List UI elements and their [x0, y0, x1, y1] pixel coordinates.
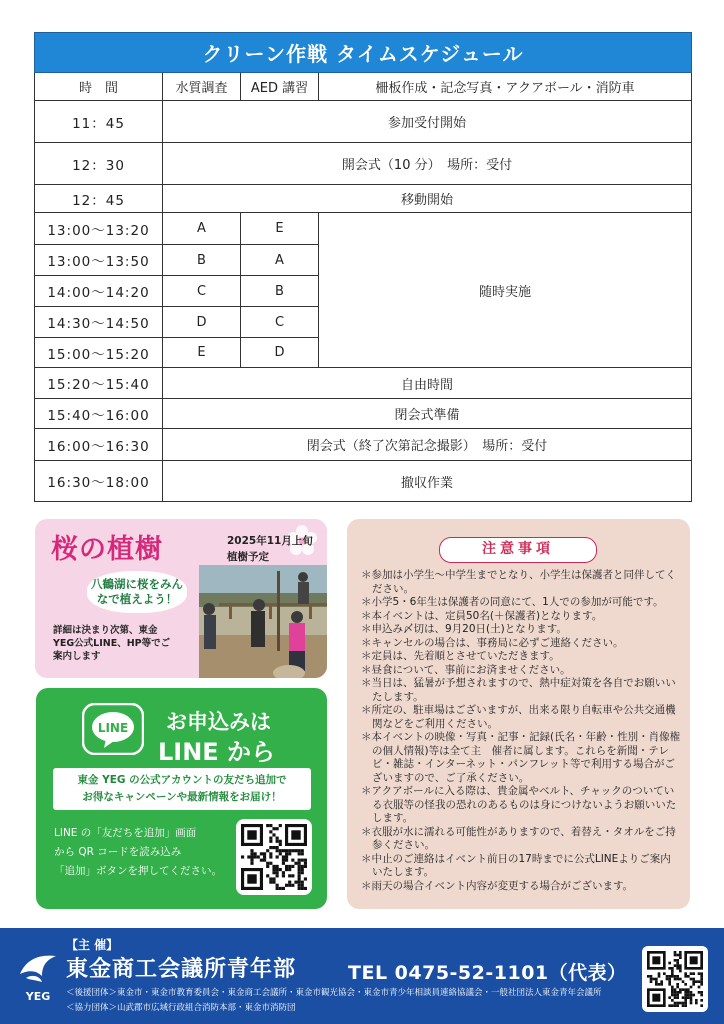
water-group: D — [163, 307, 241, 338]
row-time: 15:20〜15:40 — [35, 368, 163, 399]
footer-qr-code[interactable] — [642, 946, 708, 1012]
row-time: 13:00〜13:50 — [35, 245, 163, 276]
signup-heading-2: LINE から — [158, 738, 276, 766]
header-time: 時 間 — [35, 73, 163, 101]
row-time: 16:00〜16:30 — [35, 429, 163, 461]
header-aed: AED 講習 — [241, 73, 319, 101]
table-row — [35, 461, 692, 502]
sakura-catchphrase: 八鶴湖に桜をみんなで植えよう！ — [87, 571, 187, 613]
list-item: ＊本イベントの映像・写真・記事・記録(氏名・年齢・性別・肖像権の個人情報)等は全て主 催者に属します。これらを新聞・テレビ・雑誌・インターネット・パンフレット等で利用する場合がございますので、ご了承ください。 — [361, 731, 681, 784]
row-time: 15:40〜16:00 — [35, 399, 163, 429]
aed-group: B — [241, 276, 319, 307]
aed-group: D — [241, 338, 319, 368]
list-item: ＊定員は、先着順とさせていただきます。 — [361, 650, 560, 662]
list-item: ＊小学5・6年生は保護者の同意にて、1人での参加が可能です。 — [361, 596, 664, 608]
table-row — [35, 399, 692, 429]
organizer-name: 東金商工会議所青年部 — [66, 957, 297, 982]
row-event: 参加受付開始 — [163, 101, 692, 143]
table-row — [35, 101, 692, 143]
table-row — [35, 429, 692, 461]
row-event: 開会式（10 分） 場所：受付 — [163, 143, 692, 185]
row-time: 12：45 — [35, 185, 163, 213]
supporting-organizations: ＜後援団体＞東金市・東金市教育委員会・東金商工会議所・東金市観光協会・東金市青少年相談員連絡協議会・一般社団法人東金青年会議所 — [66, 988, 602, 998]
qr-code-icon — [647, 951, 703, 1007]
list-item: ＊アクアボールに入る際は、貴金属やベルト、チャックのついている衣服等の怪我の恐れのあるものは身につけないようお願いいたします。 — [361, 785, 677, 824]
line-signup-panel — [36, 688, 327, 909]
row-event: 閉会式準備 — [163, 399, 692, 429]
table-row — [35, 368, 692, 399]
row-event: 移動開始 — [163, 185, 692, 213]
aed-group: E — [241, 213, 319, 245]
signup-heading-1: お申込みは — [166, 710, 271, 734]
instruction-line-2: から QR コードを読み込み — [54, 846, 182, 858]
list-item: ＊中止のご連絡はイベント前日の17時までに公式LINEよりご案内いたします。 — [361, 852, 671, 878]
list-item: ＊衣服が水に濡れる可能性がありますので、着替え・タオルをご持参ください。 — [361, 825, 676, 851]
table-row — [35, 185, 692, 213]
qr-code-icon — [241, 824, 307, 890]
water-group: B — [163, 245, 241, 276]
aed-group: A — [241, 245, 319, 276]
list-item: ＊所定の、駐車場はございますが、出来る限り自転車や公共交通機関などをご利用ください。 — [361, 704, 676, 730]
planting-plan: 植樹予定 — [227, 551, 269, 563]
list-item: ＊当日は、猛暑が予想されますので、熱中症対策を各自でお願いいたします。 — [361, 677, 676, 703]
water-group: E — [163, 338, 241, 368]
footer — [0, 928, 724, 1024]
aed-group: C — [241, 307, 319, 338]
row-time: 12：30 — [35, 143, 163, 185]
row-time: 13:00〜13:20 — [35, 213, 163, 245]
row-time: 11：45 — [35, 101, 163, 143]
line-logo-text: LINE — [97, 721, 129, 735]
list-item: ＊本イベントは、定員50名(＋保護者)となります。 — [361, 609, 603, 622]
line-benefit-band — [53, 768, 311, 810]
row-event: 自由時間 — [163, 368, 692, 399]
line-instructions — [54, 824, 234, 881]
list-item: ＊昼食について、事前にお済ませください。 — [361, 663, 571, 676]
list-item: ＊申込み〆切は、9月20日(土)となります。 — [361, 623, 567, 635]
notes-panel — [347, 519, 690, 909]
sakura-planting-panel — [35, 519, 327, 678]
yeg-logo-icon — [16, 944, 60, 1006]
schedule-title: クリーン作戦 タイムスケジュール — [35, 33, 692, 73]
tree-planting-photo — [199, 565, 327, 678]
row-time: 15:00〜15:20 — [35, 338, 163, 368]
row-time: 14:30〜14:50 — [35, 307, 163, 338]
instruction-line-1: LINE の「友だちを追加」画面 — [54, 827, 197, 839]
schedule-table — [34, 32, 692, 502]
list-item: ＊参加は小学生～中学生までとなり、小学生は保護者と同伴してください。 — [361, 569, 676, 595]
water-group: C — [163, 276, 241, 307]
anytime-cell: 随時実施 — [319, 213, 692, 368]
yeg-logo-text: YEG — [25, 990, 51, 1003]
instruction-line-3: 「追加」ボタンを押してください。 — [54, 865, 222, 877]
notes-title: 注意事項 — [439, 537, 597, 563]
list-item: ＊キャンセルの場合は、事務局に必ずご連絡ください。 — [361, 636, 624, 649]
water-group: A — [163, 213, 241, 245]
cherry-blossom-icon — [325, 519, 327, 537]
list-item: ＊雨天の場合イベント内容が変更する場合がございます。 — [361, 879, 634, 892]
row-event: 撤収作業 — [163, 461, 692, 502]
table-row — [35, 213, 692, 245]
sakura-note: 詳細は決まり次第、東金YEG公式LINE、HP等でご案内します — [53, 625, 171, 662]
line-qr-code[interactable] — [236, 819, 312, 895]
band-line-2: お得なキャンペーンや最新情報をお届け！ — [82, 791, 282, 803]
contact-phone: TEL 0475-52-1101（代表） — [348, 962, 627, 984]
table-row — [35, 143, 692, 185]
cooperating-organizations: ＜協力団体＞山武郡市広域行政組合消防本部・東金市消防団 — [66, 1003, 296, 1013]
line-logo-icon — [82, 703, 144, 755]
organizer-label: 【主 催】 — [66, 938, 119, 952]
header-activities: 柵板作成・記念写真・アクアボール・消防車 — [319, 73, 692, 101]
row-event: 閉会式（終了次第記念撮影） 場所：受付 — [163, 429, 692, 461]
row-time: 16:30〜18:00 — [35, 461, 163, 502]
header-water-survey: 水質調査 — [163, 73, 241, 101]
row-time: 14:00〜14:20 — [35, 276, 163, 307]
planting-date: 2025年11月上旬 — [227, 535, 313, 547]
notes-list — [361, 569, 681, 893]
sakura-title: 桜の植樹 — [51, 534, 163, 565]
band-line-1: 東金 YEG の公式アカウントの友だち追加で — [77, 774, 287, 786]
